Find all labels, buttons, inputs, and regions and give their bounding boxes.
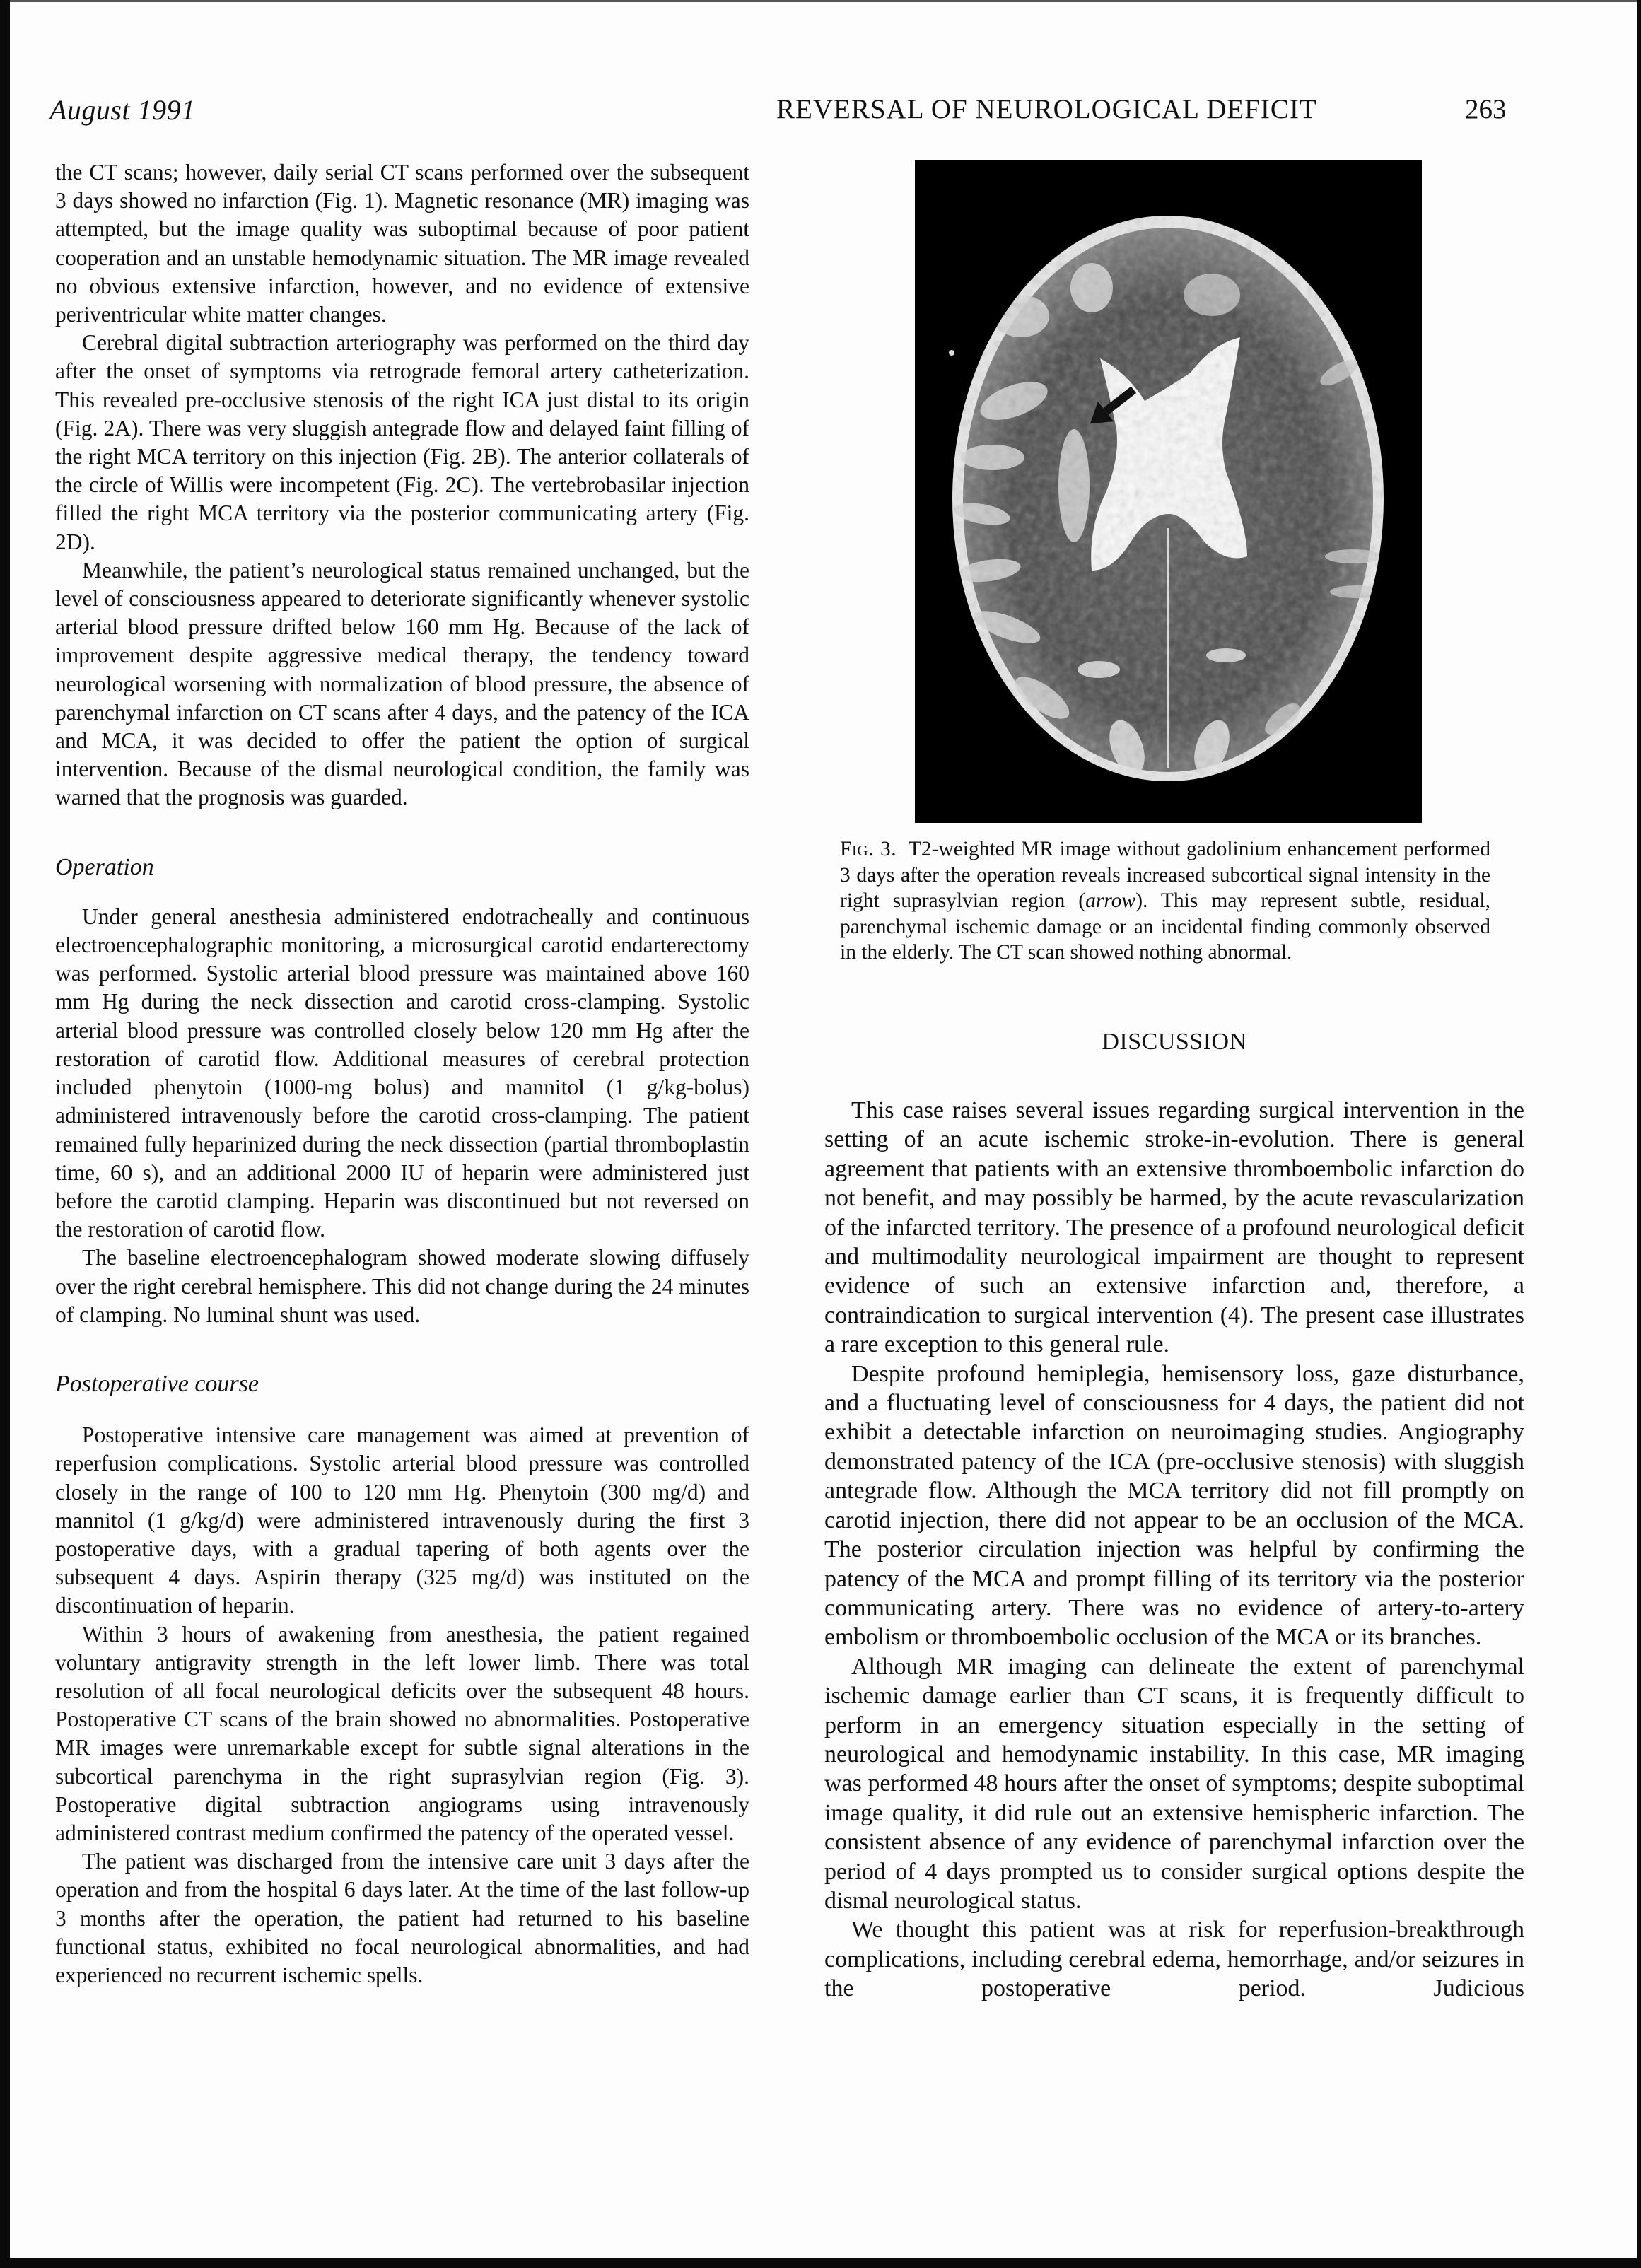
paragraph: Postoperative intensive care management was aimed at prevention of reperfusion complications. Systolic arterial blood pressure was controlled closely in the range of 100 to 120 mm Hg. Phenytoin (300 mg/d) and mannitol (1 g/kg/d) were administered intravenously during the first 3 postoperative days, with a gradual tapering of both agents over the subsequent 4 days. Aspirin therapy (325 mg/d) was instituted on the discontinuation of heparin. — [55, 1422, 749, 1618]
section-heading-operation: Operation — [55, 853, 154, 880]
paragraph: Despite profound hemiplegia, hemisensory loss, gaze disturbance, and a fluctuating level of consciousness for 4 days, the patient did not exhibit a detectable infarction on neuroimaging studies. Angiography demonstrated patency of the ICA (pre-occlusive stenosis) with sluggish antegrade flow. Although the MCA territory did not fill promptly on carotid injection, there did not appear to be an occlusion of the MCA. The posterior circulation injection was helpful by confirming the patency of the MCA and prompt filling of its territory via the posterior communicating artery. There was no evidence of artery-to-artery embolism or thromboembolic occlusion of the MCA or its branches. — [824, 1360, 1524, 1651]
figure-caption — [840, 836, 1490, 966]
paragraph: Under general anesthesia administered endotracheally and continuous electroencephalographic monitoring, a microsurgical carotid endarterectomy was performed. Systolic arterial blood pressure was maintained above 160 mm Hg during the neck dissection and carotid cross-clamping. Systolic arterial blood pressure was controlled closely below 120 mm Hg after the restoration of carotid flow. Additional measures of cerebral protection included phenytoin (1000-mg bolus) and mannitol (1 g/kg-bolus) administered intravenously before the carotid cross-clamping. The patient remained fully heparinized during the neck dissection (partial thromboplastin time, 60 s), and an additional 2000 IU of heparin were administered just before the carotid clamping. Heparin was discontinued but not reversed on the restoration of carotid flow. — [55, 904, 749, 1242]
mr-brain-figure — [915, 160, 1422, 823]
paragraph: Although MR imaging can delineate the extent of parenchymal ischemic damage earlier than CT scans, it is frequently difficult to perform in an emergency situation especially in the setting of neurological and hemodynamic instability. In this case, MR imaging was performed 48 hours after the onset of symptoms; despite suboptimal image quality, it did rule out an extensive hemispheric infarction. The consistent absence of any evidence of parenchymal infarction over the period of 4 days prompted us to consider surgical options despite the dismal neurological status. — [824, 1653, 1524, 1914]
paragraph: We thought this patient was at risk for reperfusion-breakthrough complications, including cerebral edema, hemorrhage, and/or seizures in the postoperative period. Judicious — [824, 1917, 1524, 2002]
left-column — [55, 158, 749, 1989]
caption-text: ). This may represent subtle, residual, parenchymal ischemic damage or an incidental finding commonly observed in the elderly. The CT scan showed nothing abnormal. — [840, 889, 1490, 964]
right-column-discussion — [824, 1096, 1524, 2004]
scan-edge-left — [0, 0, 10, 2268]
scan-edge-top — [0, 0, 1641, 2]
caption-italic: arrow — [1085, 889, 1136, 912]
page-number: 263 — [1465, 94, 1507, 124]
paragraph: This case raises several issues regarding surgical intervention in the setting of an acute ischemic stroke-in-evolution. There is general agreement that patients with an extensive thromboembolic infarction do not benefit, and may possibly be harmed, by the acute revascularization of the infarcted territory. The presence of a profound neurological deficit and multimodality neurological impairment are thought to represent evidence of such an extensive infarction and, therefore, a contraindication to surgical intervention (4). The present case illustrates a rare exception to this general rule. — [824, 1097, 1524, 1358]
scan-edge-bottom — [0, 2258, 1641, 2268]
paragraph: The baseline electroencephalogram showed moderate slowing diffusely over the right cerebral hemisphere. This did not change during the 24 minutes of clamping. No luminal shunt was used. — [55, 1245, 749, 1327]
paragraph: Meanwhile, the patient’s neurological status remained unchanged, but the level of consciousness appeared to deteriorate significantly whenever systolic arterial blood pressure drifted below 160 mm Hg. Because of the lack of improvement despite aggressive medical therapy, the tendency toward neurological worsening with normalization of blood pressure, the absence of parenchymal infarction on CT scans after 4 days, and the patency of the ICA and MCA, it was decided to offer the patient the option of surgical intervention. Because of the dismal neurological condition, the family was warned that the prognosis was guarded. — [55, 557, 749, 810]
paragraph: Within 3 hours of awakening from anesthesia, the patient regained voluntary antigravity strength in the left lower limb. There was total resolution of all focal neurological deficits over the subsequent 48 hours. Postoperative CT scans of the brain showed no abnormalities. Postoperative MR images were unremarkable except for subtle signal alterations in the subcortical parenchyma in the right suprasylvian region (Fig. 3). Postoperative digital subtraction angiograms using intravenously administered contrast medium confirmed the patency of the operated vessel. — [55, 1621, 749, 1845]
running-title: REVERSAL OF NEUROLOGICAL DEFICIT — [776, 94, 1317, 124]
caption-text: T2-weighted MR image without gadolinium enhancement performed 3 days after the operation reveals increased subcortical signal intensity in the right suprasylvian region ( — [840, 838, 1490, 912]
running-head — [0, 93, 1641, 136]
paragraph: The patient was discharged from the intensive care unit 3 days after the operation and from the hospital 6 days later. At the time of the last follow-up 3 months after the operation, the patient had returned to his baseline functional status, exhibited no focal neurological abnormalities, and had experienced no recurrent ischemic spells. — [55, 1849, 749, 1987]
paragraph: Cerebral digital subtraction arteriography was performed on the third day after the onset of symptoms via retrograde femoral artery catheterization. This revealed pre-occlusive stenosis of the right ICA just distal to its origin (Fig. 2A). There was very sluggish antegrade flow and delayed faint filling of the right MCA territory on this injection (Fig. 2B). The anterior collaterals of the circle of Willis were incompetent (Fig. 2C). The vertebrobasilar injection filled the right MCA territory via the posterior communicating artery (Fig. 2D). — [55, 330, 749, 554]
figure-label: Fig. 3. — [840, 838, 897, 860]
paragraph: the CT scans; however, daily serial CT scans performed over the subsequent 3 days showed no infarction (Fig. 1). Magnetic resonance (MR) imaging was attempted, but the image quality was suboptimal because of poor patient cooperation and an unstable hemodynamic situation. The MR image revealed no obvious extensive infarction, however, and no evidence of extensive periventricular white matter changes. — [55, 160, 749, 327]
mr-brain-image — [915, 160, 1422, 823]
section-heading-discussion: DISCUSSION — [1102, 1029, 1247, 1055]
issue-date: August 1991 — [49, 94, 196, 126]
section-heading-postoperative-course: Postoperative course — [55, 1370, 259, 1397]
scan-edge-right — [1637, 0, 1641, 2268]
